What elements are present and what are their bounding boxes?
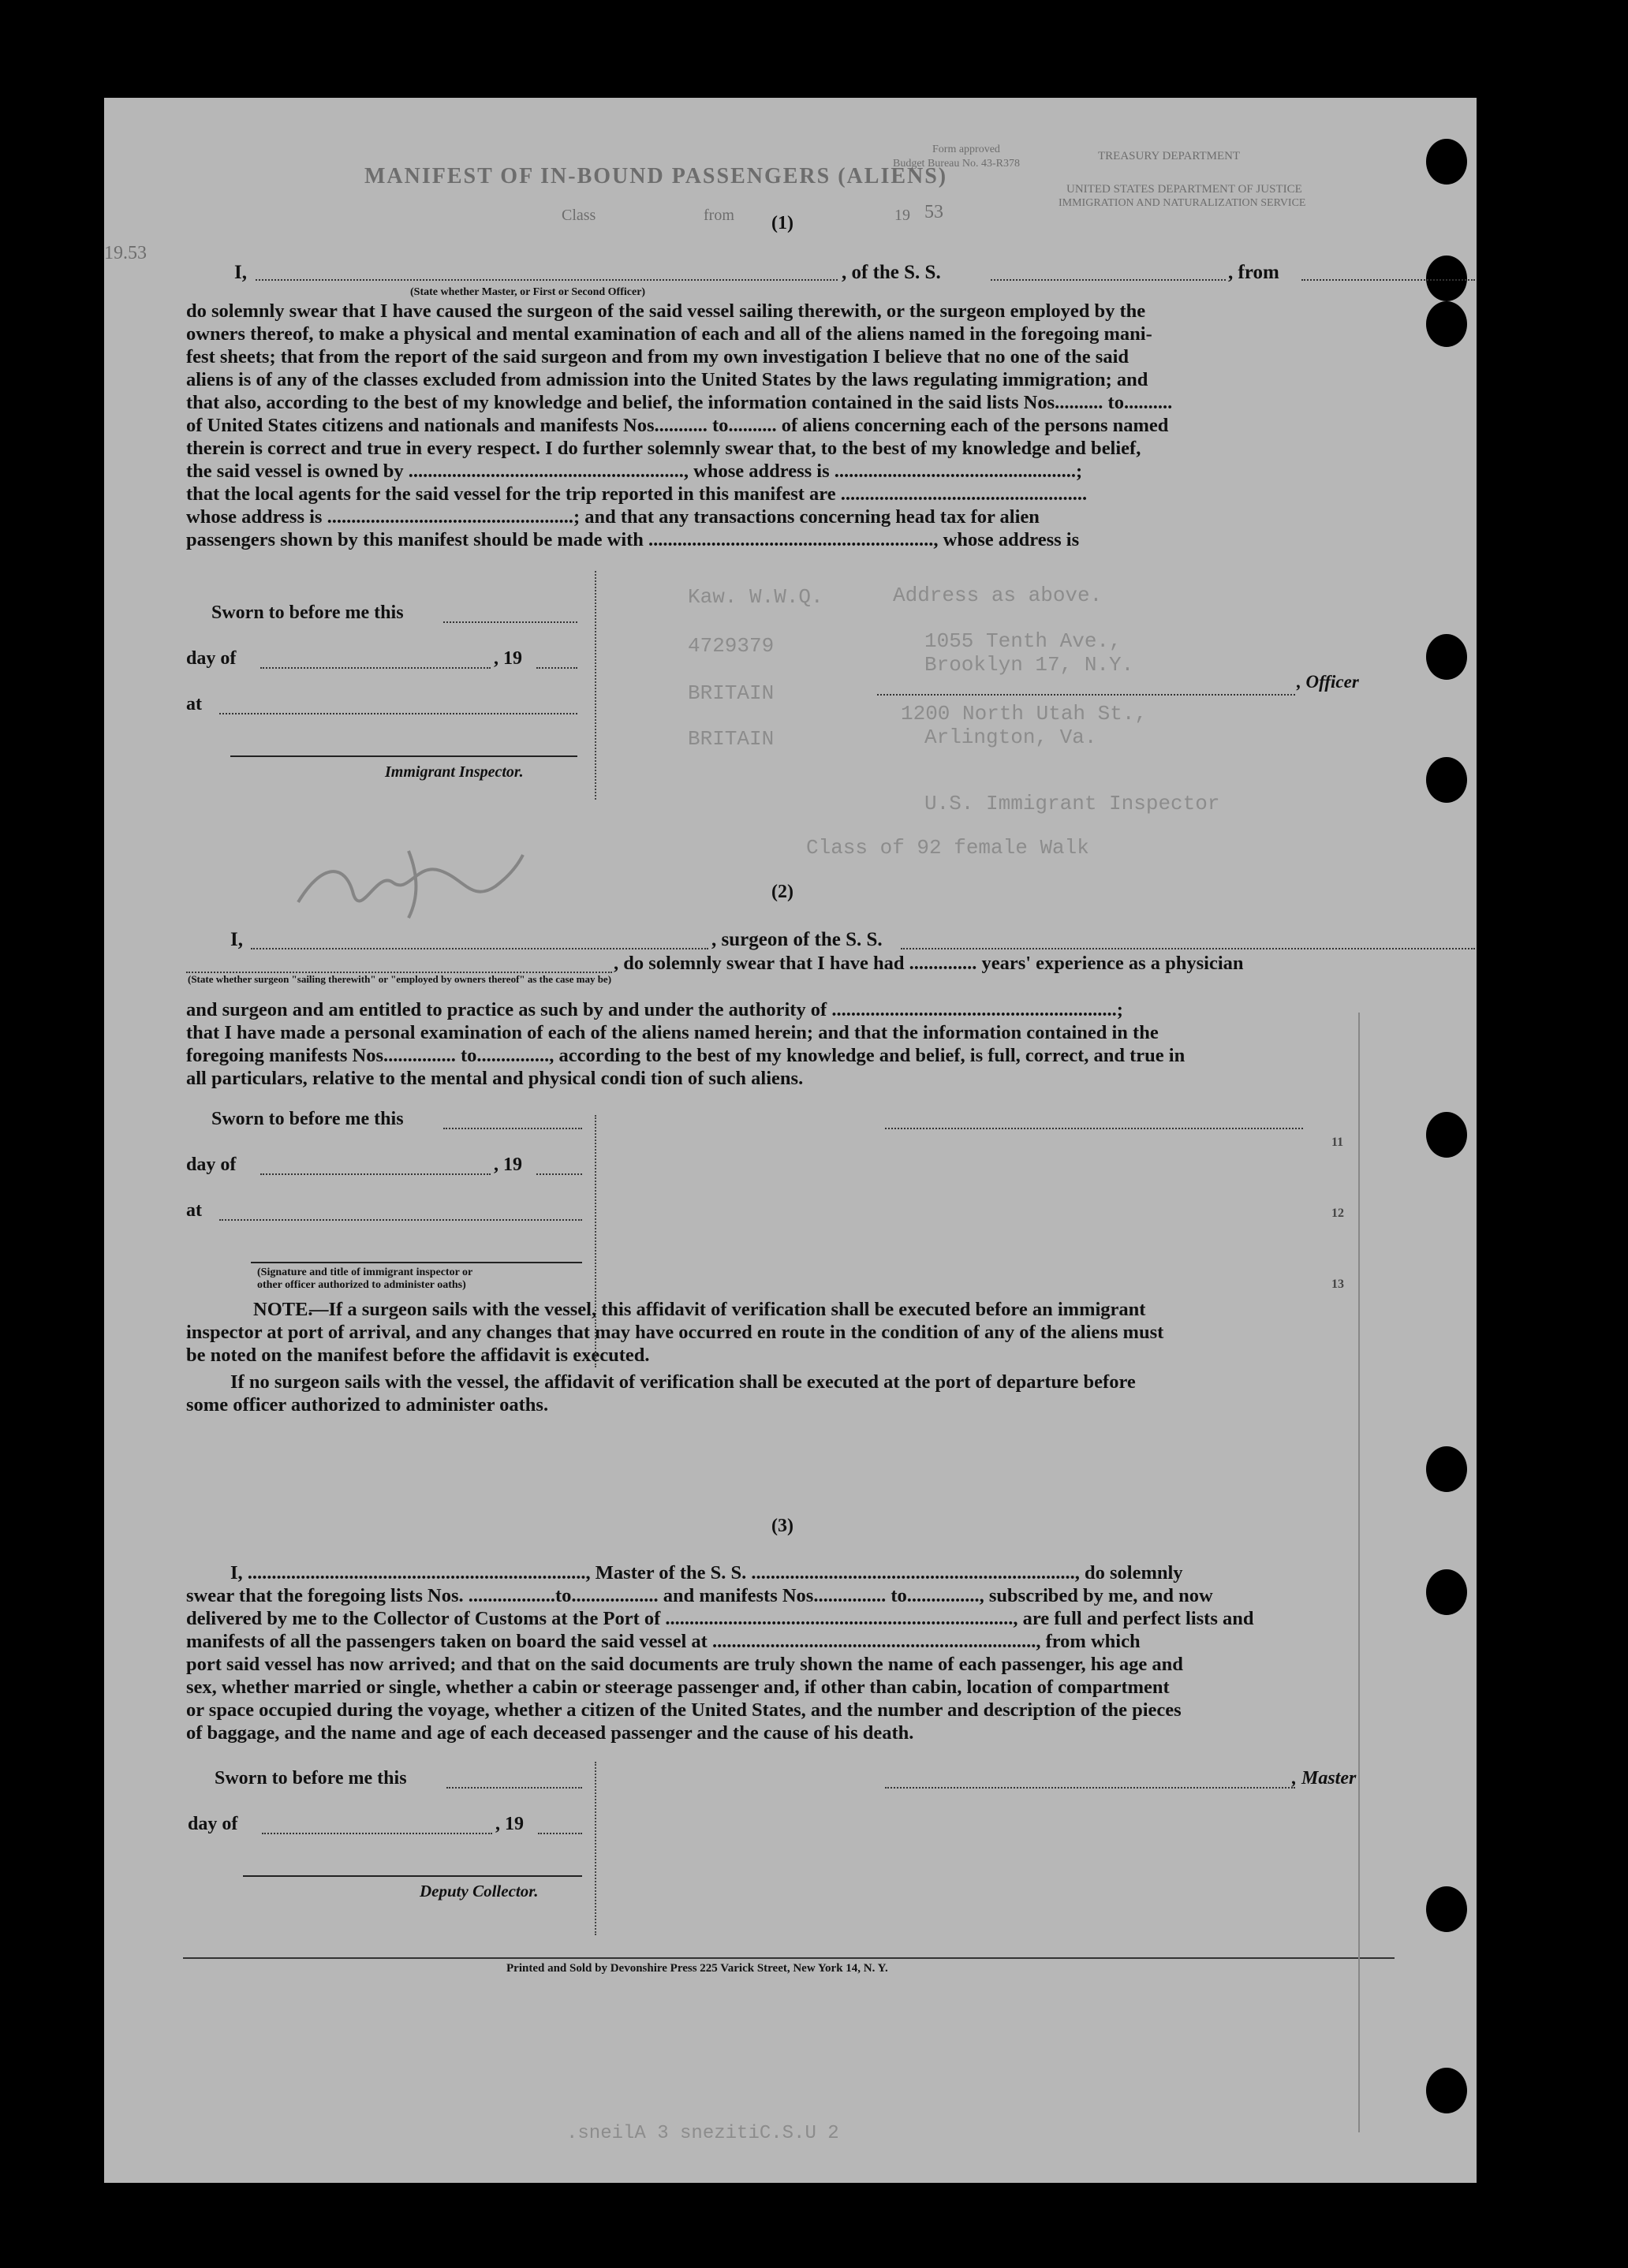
bottom-stamp: 2 U.S.Citizens 3 Aliens. [566, 2123, 839, 2144]
sec1-sworn-blank[interactable] [443, 621, 577, 623]
manifest-title: MANIFEST OF IN-BOUND PASSENGERS (ALIENS) [364, 164, 948, 188]
sec3-line-4: manifests of all the passengers taken on board the said vessel at ..................................................................., from which [186, 1631, 1141, 1652]
sec1-officer-label: , Officer [1297, 672, 1359, 692]
bleed-text: Arlington, Va. [924, 726, 1097, 749]
sec3-day-of: day of [188, 1814, 238, 1834]
sec3-deputy-label: Deputy Collector. [420, 1882, 539, 1901]
punch-hole [1426, 256, 1467, 301]
sec3-year: , 19 [495, 1814, 524, 1834]
sec2-at-blank[interactable] [219, 1219, 582, 1221]
class-label: Class [562, 207, 596, 224]
sec1-of-ss: , of the S. S. [842, 262, 941, 283]
sec3-master-signature-blank[interactable] [885, 1787, 1295, 1789]
sec1-inspector-signature-line[interactable] [230, 755, 577, 757]
agency-right-2: UNITED STATES DEPARTMENT OF JUSTICE [1066, 183, 1302, 196]
sec2-line-2: that I have made a personal examination of each of the aliens named herein; and that the information contained in the [186, 1022, 1159, 1043]
sec1-port-blank[interactable] [1301, 279, 1475, 281]
sec3-year-blank[interactable] [538, 1833, 582, 1834]
sec2-sig-note-1: (Signature and title of immigrant inspector or [257, 1266, 473, 1278]
bleed-text: Brooklyn 17, N.Y. [924, 653, 1134, 677]
bleed-text: U.S. Immigrant Inspector [924, 792, 1220, 815]
sec2-i: I, [230, 929, 243, 950]
sec3-line-5: port said vessel has now arrived; and that on the said documents are truly shown the name of each passenger, his age and [186, 1654, 1183, 1675]
from-label: from [704, 207, 734, 224]
manifest-page [104, 98, 1477, 2183]
sec1-line-11: passengers shown by this manifest should be made with ..........................................................., whose address is [186, 529, 1080, 550]
note-line-5: some officer authorized to administer oaths. [186, 1394, 549, 1416]
bleed-text: 4729379 [688, 634, 775, 658]
margin-number: 12 [1331, 1207, 1344, 1220]
section-1-number: (1) [771, 213, 793, 233]
sec1-inspector-label: Immigrant Inspector. [385, 763, 524, 781]
sec2-signature-line[interactable] [251, 1262, 582, 1263]
sec1-line-8: the said vessel is owned by ........................................................., whose address is ..................................................; [186, 461, 1083, 482]
note-line-4: If no surgeon sails with the vessel, the affidavit of verification shall be executed at the port of departure before [230, 1371, 1136, 1393]
agency-right-1: TREASURY DEPARTMENT [1098, 150, 1241, 162]
sec1-column-divider [595, 571, 596, 800]
bleed-text: BRITAIN [688, 681, 775, 705]
section-2-number: (2) [771, 882, 793, 902]
sec2-line-1: and surgeon and am entitled to practice as such by and under the authority of ...........................................................; [186, 999, 1123, 1020]
note-line-1: —If a surgeon sails with the vessel, this affidavit of verification shall be executed before an immigrant [309, 1299, 1146, 1320]
footer-rule [183, 1957, 1395, 1959]
sec1-officer-signature-blank[interactable] [877, 694, 1295, 696]
agency-right-3: IMMIGRATION AND NATURALIZATION SERVICE [1059, 197, 1306, 209]
sec3-line-7: or space occupied during the voyage, whether a citizen of the United States, and the number and description of the pieces [186, 1699, 1182, 1721]
sec1-vessel-blank[interactable] [991, 279, 1226, 281]
sec2-state-note: (State whether surgeon "sailing therewith" or "employed by owners thereof" as the case may be) [188, 973, 612, 985]
sec2-day-of: day of [186, 1155, 237, 1175]
sec2-year: , 19 [494, 1155, 522, 1175]
sec1-year-blank[interactable] [536, 667, 577, 669]
sec3-line-8: of baggage, and the name and age of each deceased passenger and the cause of his death. [186, 1722, 914, 1744]
right-margin-rule [1358, 1013, 1360, 2132]
sec3-master-label: , Master [1292, 1768, 1357, 1789]
sec1-line-3: fest sheets; that from the report of the said surgeon and from my own investigation I believe that no one of the said [186, 346, 1129, 367]
punch-hole [1426, 1886, 1467, 1932]
margin-number: 13 [1331, 1278, 1344, 1291]
bleed-text: BRITAIN [688, 727, 775, 751]
sec2-day-blank[interactable] [260, 1173, 491, 1175]
sec2-surgeon-signature-blank[interactable] [885, 1128, 1303, 1129]
form-note: Form approved [932, 144, 1000, 155]
sec3-day-blank[interactable] [262, 1833, 492, 1834]
sec2-surgeon-blank[interactable] [251, 948, 708, 949]
bleed-text: Kaw. W.W.Q. [688, 585, 823, 609]
sec1-sworn: Sworn to before me this [211, 602, 404, 623]
punch-hole [1426, 139, 1467, 185]
sec2-surgeon-of: , surgeon of the S. S. [711, 929, 883, 950]
sec1-officer-note: (State whether Master, or First or Second Officer) [410, 286, 646, 298]
bleed-text: Address as above. [893, 584, 1103, 607]
stamp-left: 19.53 [104, 243, 147, 263]
bleed-text: 1055 Tenth Ave., [924, 629, 1122, 653]
sec1-line-6: of United States citizens and nationals and manifests Nos........... to.......... of aliens concerning each of the persons named [186, 415, 1169, 436]
bleed-text: 1200 North Utah St., [901, 702, 1148, 726]
year-prefix: 19 [894, 207, 910, 224]
punch-hole [1426, 1112, 1467, 1158]
sec2-line-4: all particulars, relative to the mental and physical condi tion of such aliens. [186, 1068, 804, 1089]
sec1-day-blank[interactable] [260, 667, 491, 669]
sec1-at-blank[interactable] [219, 713, 577, 714]
sec3-column-divider [595, 1762, 596, 1935]
punch-hole [1426, 2068, 1467, 2113]
sec2-do-solemnly: , do solemnly swear that I have had .............. years' experience as a physician [614, 953, 1244, 974]
sec3-line-2: swear that the foregoing lists Nos. ..................to.................. and manifests Nos............... to..............., subscribed by me, and now [186, 1585, 1213, 1606]
note-heading: NOTE. [253, 1299, 313, 1320]
sec2-sworn: Sworn to before me this [211, 1109, 404, 1129]
margin-number: 11 [1331, 1136, 1344, 1149]
sec1-officer-blank[interactable] [256, 279, 838, 281]
punch-hole [1426, 757, 1467, 803]
section-3-number: (3) [771, 1516, 793, 1536]
sec1-line-10: whose address is ...................................................; and that any transactions concerning head tax for alien [186, 506, 1040, 528]
sec1-line-7: therein is correct and true in every respect. I do further solemnly swear that, to the best of my knowledge and belief, [186, 438, 1141, 459]
sec2-sworn-blank[interactable] [443, 1128, 582, 1129]
sec3-deputy-signature-line[interactable] [243, 1875, 582, 1877]
sec2-year-blank[interactable] [536, 1173, 582, 1175]
sec3-line-6: sex, whether married or single, whether a cabin or steerage passenger and, if other than cabin, location of compartment [186, 1677, 1170, 1698]
note-line-3: be noted on the manifest before the affidavit is executed. [186, 1345, 650, 1366]
sec1-line-4: aliens is of any of the classes excluded from admission into the United States by the laws regulating immigration; and [186, 369, 1148, 390]
sec1-day-of: day of [186, 648, 237, 669]
signature-bleed-through [290, 839, 527, 926]
sec2-at: at [186, 1200, 202, 1221]
sec3-sworn: Sworn to before me this [215, 1768, 407, 1789]
sec1-line-5: that also, according to the best of my knowledge and belief, the information contained in the said lists Nos.......... to.......... [186, 392, 1173, 413]
sec1-line-1: do solemnly swear that I have caused the surgeon of the said vessel sailing therewith, or the surgeon employed by the [186, 300, 1146, 322]
printer-imprint: Printed and Sold by Devonshire Press 225 Varick Street, New York 14, N. Y. [506, 1962, 888, 1975]
bleed-text: Class of 92 female Walk [806, 836, 1089, 860]
sec2-vessel-blank[interactable] [901, 948, 1475, 949]
sec1-from: , from [1228, 262, 1279, 283]
punch-hole [1426, 634, 1467, 680]
year-value: 53 [924, 202, 943, 222]
sec1-i: I, [234, 262, 247, 283]
note-line-2: inspector at port of arrival, and any changes that may have occurred en route in the condition of any of the aliens must [186, 1322, 1164, 1343]
punch-hole [1426, 301, 1467, 347]
sec3-line-1: I, ......................................................................, Master of the S. S. ..................................................................., do solemnly [230, 1562, 1183, 1583]
punch-hole [1426, 1446, 1467, 1492]
sec1-line-9: that the local agents for the said vessel for the trip reported in this manifest are ................................................... [186, 483, 1088, 505]
sec3-line-3: delivered by me to the Collector of Customs at the Port of ........................................................................, are full and perfect lists and [186, 1608, 1254, 1629]
sec3-sworn-blank[interactable] [446, 1787, 582, 1789]
sec2-sig-note-2: other officer authorized to administer oaths) [257, 1279, 466, 1291]
punch-hole [1426, 1569, 1467, 1615]
form-number: Budget Bureau No. 43-R378 [893, 158, 1020, 170]
sec1-line-2: owners thereof, to make a physical and mental examination of each and all of the aliens named in the foregoing mani- [186, 323, 1152, 345]
sec2-line-3: foregoing manifests Nos............... to..............., according to the best of my knowledge and belief, is full, correct, and true in [186, 1045, 1186, 1066]
sec1-at: at [186, 694, 202, 714]
sec1-year: , 19 [494, 648, 522, 669]
